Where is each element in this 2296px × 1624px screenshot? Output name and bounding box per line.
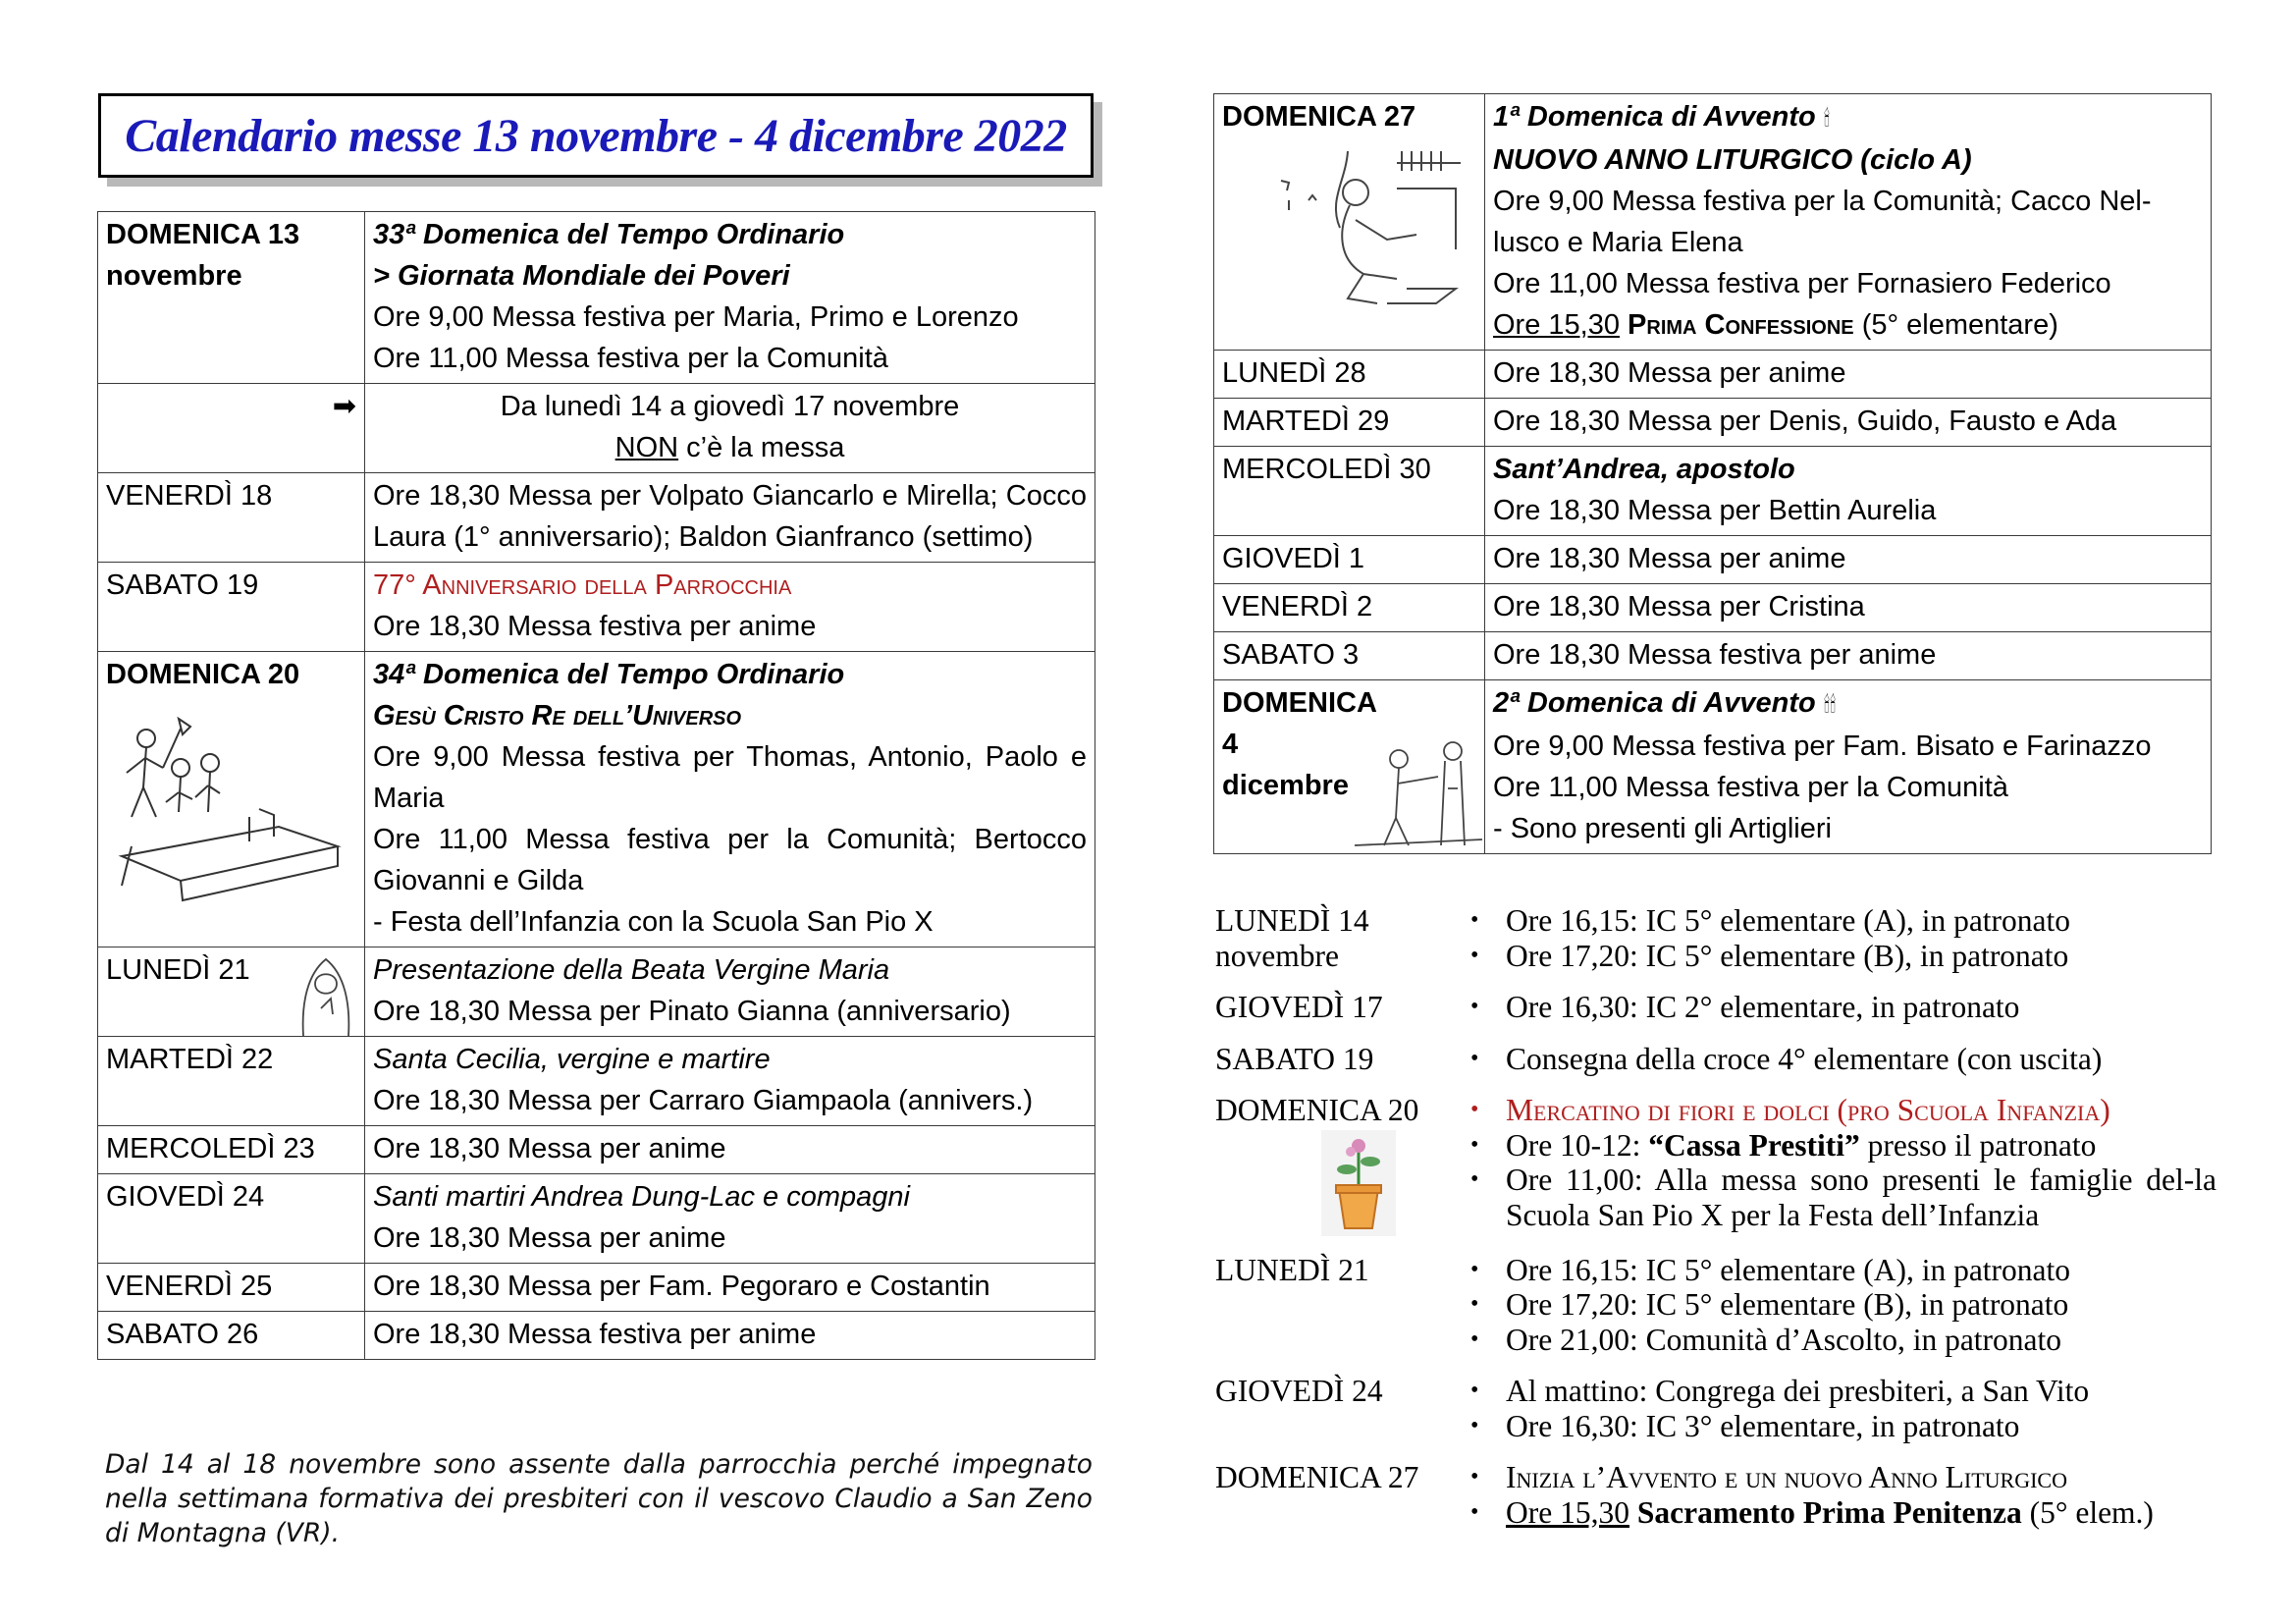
table-row bbox=[98, 212, 1095, 384]
celebration-title: 33ª Domenica del Tempo Ordinario bbox=[373, 219, 845, 250]
schedule-day: GIOVEDÌ 24 bbox=[1215, 1374, 1383, 1408]
schedule-item: • Ore 16,30: IC 2° elementare, in patronato bbox=[1463, 990, 2216, 1025]
schedule-item: • Ore 21,00: Comunità d’Ascolto, in patronato bbox=[1463, 1323, 2216, 1358]
mass-line: Ore 11,00 Messa festiva per la Comunità bbox=[373, 343, 888, 374]
saint-title: Santi martiri Andrea Dung-Lac e compagni bbox=[373, 1181, 910, 1213]
schedule-item: • Consegna della croce 4° elementare (con uscita) bbox=[1463, 1042, 2216, 1077]
mass-line: Ore 18,30 Messa per anime bbox=[1493, 357, 1846, 389]
mass-line: Ore 18,30 Messa per Cristina bbox=[1493, 591, 1865, 623]
schedule-day: GIOVEDÌ 17 bbox=[1215, 990, 1383, 1024]
day-label: SABATO 26 bbox=[106, 1319, 259, 1350]
schedule-item: • Ore 16,15: IC 5° elementare (A), in patronato bbox=[1463, 1253, 2216, 1288]
table-row bbox=[98, 1264, 1095, 1312]
two-figures-illustration bbox=[1355, 730, 1482, 847]
celebration-title: 2ª Domenica di Avvento 🕯🕯 bbox=[1493, 687, 1837, 719]
table-row bbox=[98, 1174, 1095, 1264]
table-row bbox=[1214, 399, 2212, 447]
day-label: VENERDÌ 25 bbox=[106, 1271, 273, 1302]
mass-line: Ore 18,30 Messa per Denis, Guido, Fausto e Ada bbox=[1493, 406, 2117, 437]
kneeling-man-illustration bbox=[1269, 141, 1466, 318]
anniversary-title: 77° Anniversario della Parrocchia bbox=[373, 569, 792, 601]
table-row bbox=[1214, 351, 2212, 399]
schedule-item: • Mercatino di fiori e dolci (pro Scuola Infanzia) bbox=[1463, 1093, 2216, 1128]
table-row bbox=[1214, 94, 2212, 351]
mass-line: Ore 18,30 Messa per anime bbox=[373, 1222, 726, 1254]
schedule-day: LUNEDÌ 14 novembre bbox=[1215, 903, 1369, 973]
madonna-illustration bbox=[294, 949, 358, 1038]
schedule-row bbox=[1215, 1042, 2216, 1077]
flower-pot-illustration bbox=[1321, 1130, 1396, 1236]
schedule-item: • Ore 16,30: IC 3° elementare, in patronato bbox=[1463, 1409, 2216, 1444]
notice-line: NON c’è la messa bbox=[614, 432, 845, 463]
schedule-item: • Al mattino: Congrega dei presbiteri, a San Vito bbox=[1463, 1374, 2216, 1409]
schedule-item: • Ore 11,00: Alla messa sono presenti le famiglie del-la Scuola San Pio X per la Festa dell’Infanzia bbox=[1463, 1163, 2216, 1232]
schedule-item: • Ore 15,30 Sacramento Prima Penitenza (5° elem.) bbox=[1463, 1495, 2216, 1531]
right-calendar-table bbox=[1213, 93, 2212, 854]
celebration-title: 1ª Domenica di Avvento 🕯 bbox=[1493, 101, 1831, 133]
day-label: DOMENICA 4 dicembre bbox=[1222, 687, 1376, 801]
table-row bbox=[98, 473, 1095, 563]
schedule-item: • Ore 17,20: IC 5° elementare (B), in patronato bbox=[1463, 1287, 2216, 1323]
table-row bbox=[1214, 584, 2212, 632]
mass-line: Ore 18,30 Messa per Carraro Giampaola (annivers.) bbox=[373, 1085, 1034, 1116]
day-label: LUNEDÌ 28 bbox=[1222, 357, 1366, 389]
mass-line: Ore 18,30 Messa festiva per anime bbox=[1493, 639, 1937, 671]
day-label: SABATO 3 bbox=[1222, 639, 1360, 671]
cross-procession-illustration bbox=[102, 699, 347, 905]
schedule-row bbox=[1215, 1093, 2216, 1236]
confession-line: Ore 15,30 Prima Confessione (5° elementare) bbox=[1493, 309, 2058, 341]
schedule-day: LUNEDÌ 21 bbox=[1215, 1252, 1369, 1287]
saint-title: Santa Cecilia, vergine e martire bbox=[373, 1044, 771, 1075]
day-label: DOMENICA 13 novembre bbox=[106, 219, 300, 292]
day-label: DOMENICA 27 bbox=[1222, 101, 1416, 133]
mass-line: Ore 18,30 Messa festiva per anime bbox=[373, 1319, 817, 1350]
day-label: DOMENICA 20 bbox=[106, 659, 300, 690]
mass-line: Ore 11,00 Messa festiva per la Comunità bbox=[1493, 772, 2008, 803]
day-label: MARTEDÌ 29 bbox=[1222, 406, 1390, 437]
schedule-row bbox=[1215, 903, 2216, 973]
table-row bbox=[98, 563, 1095, 652]
table-row bbox=[1214, 447, 2212, 536]
schedule-item: • Ore 10-12: “Cassa Prestiti” presso il patronato bbox=[1463, 1128, 2216, 1164]
mass-line: Ore 9,00 Messa festiva per Fam. Bisato e Farinazzo bbox=[1493, 731, 2152, 762]
mass-line: Ore 18,30 Messa per Pinato Gianna (anniversario) bbox=[373, 996, 1011, 1027]
notice-line: Da lunedì 14 a giovedì 17 novembre bbox=[500, 391, 960, 422]
schedule-day: DOMENICA 20 bbox=[1215, 1093, 1419, 1127]
schedule-item: • Inizia l’Avvento e un nuovo Anno Liturgico bbox=[1463, 1460, 2216, 1495]
schedule-item: • Ore 17,20: IC 5° elementare (B), in patronato bbox=[1463, 939, 2216, 974]
mass-line: Ore 9,00 Messa festiva per Maria, Primo e Lorenzo bbox=[373, 301, 1019, 333]
schedule-row bbox=[1215, 1460, 2216, 1530]
mass-line: Ore 18,30 Messa per Fam. Pegoraro e Costantin bbox=[373, 1271, 990, 1302]
schedule-day-block bbox=[1215, 1093, 1463, 1236]
mass-line: Ore 9,00 Messa festiva per la Comunità; Cacco Nel-lusco e Maria Elena bbox=[1493, 186, 2152, 258]
schedule-day: DOMENICA 27 bbox=[1215, 1460, 1419, 1494]
table-row bbox=[98, 652, 1095, 947]
mass-line: Ore 11,00 Messa festiva per la Comunità; Bertocco Giovanni e Gilda bbox=[373, 824, 1087, 896]
table-row bbox=[1214, 632, 2212, 680]
mass-line: Ore 18,30 Messa festiva per anime bbox=[373, 611, 817, 642]
mass-line: Ore 18,30 Messa per Volpato Giancarlo e Mirella; Cocco Laura (1° anniversario); Baldon Gianfranco (settimo) bbox=[373, 480, 1087, 553]
mass-line: Ore 9,00 Messa festiva per Thomas, Antonio, Paolo e Maria bbox=[373, 741, 1087, 814]
mass-line: Ore 18,30 Messa per anime bbox=[1493, 543, 1846, 574]
saint-title: Sant’Andrea, apostolo bbox=[1493, 454, 1795, 485]
schedule-item: • Ore 16,15: IC 5° elementare (A), in patronato bbox=[1463, 903, 2216, 939]
day-label: MARTEDÌ 22 bbox=[106, 1044, 274, 1075]
left-calendar-table bbox=[97, 211, 1095, 1360]
celebration-subtitle: > Giornata Mondiale dei Poveri bbox=[373, 260, 790, 292]
day-label: SABATO 19 bbox=[106, 569, 259, 601]
day-label: GIOVEDÌ 1 bbox=[1222, 543, 1365, 574]
page-title: Calendario messe 13 novembre - 4 dicembre 2022 bbox=[125, 109, 1067, 162]
schedule-row bbox=[1215, 990, 2216, 1025]
arrow-right-icon: ➡ bbox=[332, 391, 356, 422]
table-row bbox=[1214, 536, 2212, 584]
event-line: - Festa dell’Infanzia con la Scuola San Pio X bbox=[373, 906, 934, 938]
candle-icon: 🕯🕯 bbox=[1823, 692, 1837, 717]
celebration-subtitle: NUOVO ANNO LITURGICO (ciclo A) bbox=[1493, 144, 1972, 176]
day-label: VENERDÌ 2 bbox=[1222, 591, 1373, 623]
absence-note: Dal 14 al 18 novembre sono assente dalla parrocchia perché impegnato nella settimana formativa dei presbiteri con il vescovo Claudio a San Zeno di Montagna (VR). bbox=[105, 1449, 1093, 1548]
celebration-subtitle: Gesù Cristo Re dell’Universo bbox=[373, 700, 742, 731]
table-row bbox=[98, 384, 1095, 473]
weekly-schedule bbox=[1215, 903, 2216, 1546]
schedule-day: SABATO 19 bbox=[1215, 1041, 1374, 1076]
saint-title: Presentazione della Beata Vergine Maria bbox=[373, 954, 890, 986]
day-label: VENERDÌ 18 bbox=[106, 480, 273, 512]
mass-line: Ore 18,30 Messa per Bettin Aurelia bbox=[1493, 495, 1937, 526]
table-row bbox=[98, 1126, 1095, 1174]
table-row bbox=[1214, 680, 2212, 854]
table-row bbox=[98, 947, 1095, 1037]
candle-icon: 🕯 bbox=[1823, 106, 1831, 131]
title-box bbox=[98, 93, 1094, 178]
event-line: - Sono presenti gli Artiglieri bbox=[1493, 813, 1832, 844]
schedule-row bbox=[1215, 1374, 2216, 1443]
mass-line: Ore 11,00 Messa festiva per Fornasiero Federico bbox=[1493, 268, 2111, 299]
schedule-row bbox=[1215, 1253, 2216, 1358]
table-row bbox=[98, 1037, 1095, 1126]
table-row bbox=[98, 1312, 1095, 1360]
day-label: LUNEDÌ 21 bbox=[106, 954, 250, 986]
celebration-title: 34ª Domenica del Tempo Ordinario bbox=[373, 659, 845, 690]
day-label: MERCOLEDÌ 30 bbox=[1222, 454, 1431, 485]
day-label: GIOVEDÌ 24 bbox=[106, 1181, 265, 1213]
mass-line: Ore 18,30 Messa per anime bbox=[373, 1133, 726, 1164]
day-label: MERCOLEDÌ 23 bbox=[106, 1133, 315, 1164]
